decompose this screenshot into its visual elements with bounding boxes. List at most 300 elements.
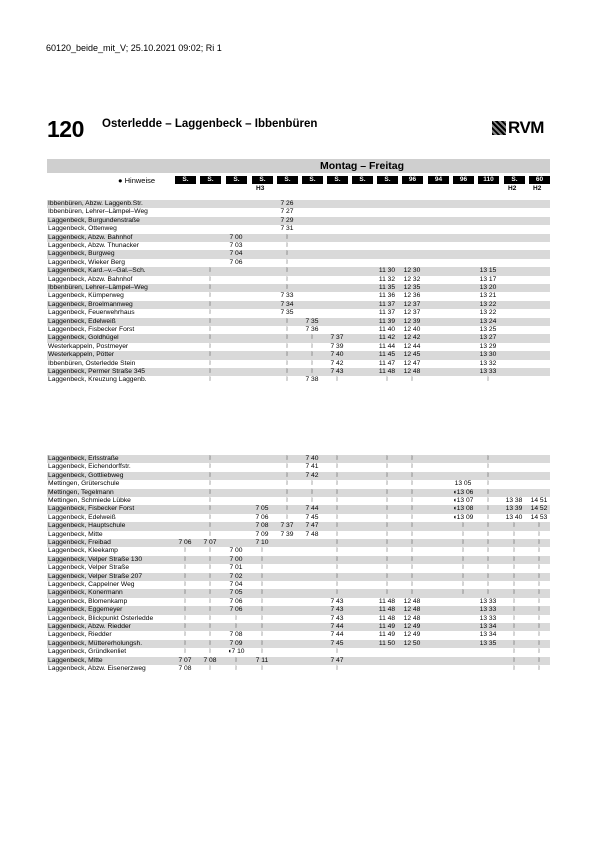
departure-time: 7 06	[229, 258, 243, 266]
departure-time: 7 08	[178, 665, 192, 672]
rvm-logo	[492, 118, 550, 138]
departure-time: 7 42	[305, 471, 319, 479]
pass-through-mark: ⦚	[411, 498, 413, 504]
pass-through-mark: ⦚	[411, 573, 413, 580]
pass-through-mark: ⦚	[286, 234, 288, 241]
pass-through-mark: ⦚	[209, 472, 211, 479]
timetable-row	[47, 497, 550, 505]
timetable-row	[47, 234, 550, 242]
pass-through-mark: ⦚	[336, 531, 338, 538]
pass-through-mark: ⦚	[411, 489, 413, 496]
pass-through-mark: ⦚	[462, 565, 464, 572]
timetable-row	[47, 334, 550, 342]
stop-name: Laggenbeck, Edelweiß	[48, 513, 116, 521]
pass-through-mark: ⦚	[336, 649, 338, 656]
pass-through-mark: ⦚	[411, 506, 413, 513]
pass-through-mark: ⦚	[538, 649, 540, 656]
timetable-row	[47, 623, 550, 631]
pass-through-mark: ⦚	[411, 540, 413, 546]
departure-time: 14 51	[530, 497, 548, 504]
column-subnote: H2	[533, 185, 542, 192]
timetable-row	[47, 368, 550, 376]
departure-time: ◖13 06	[452, 488, 474, 496]
departure-time: 12 48	[403, 606, 421, 614]
pass-through-mark: ⦚	[286, 343, 288, 350]
stop-name: Laggenbeck, Broelmannweg	[48, 300, 133, 308]
departure-time: 12 49	[403, 623, 421, 630]
pass-through-mark: ⦚	[538, 556, 540, 563]
pass-through-mark: ⦚	[513, 624, 515, 630]
rvm-logo-mark	[492, 121, 506, 135]
departure-time: 13 33	[479, 606, 497, 614]
pass-through-mark: ⦚	[209, 615, 211, 622]
pass-through-mark: ⦚	[261, 649, 263, 656]
departure-time: 11 48	[378, 597, 396, 605]
departure-time: 11 48	[378, 368, 396, 375]
pass-through-mark: ⦚	[286, 456, 288, 462]
pass-through-mark: ⦚	[386, 582, 388, 588]
departure-time: 13 27	[479, 334, 497, 342]
stop-name: Laggenbeck, Feuerwehrhaus	[48, 309, 135, 317]
stop-name: Laggenbeck, Abzw. Eisenerzweg	[48, 665, 146, 672]
departure-time: 7 45	[305, 513, 319, 521]
pass-through-mark: ⦚	[336, 514, 338, 521]
timetable-row	[47, 217, 550, 225]
stop-name: Ibbenbüren, Osterledde Stein	[48, 359, 136, 367]
column-tag: 110	[478, 176, 499, 184]
timetable-row	[47, 463, 550, 471]
timetable-row	[47, 640, 550, 648]
pass-through-mark: ⦚	[513, 565, 515, 572]
pass-through-mark: ⦚	[311, 352, 313, 359]
pass-through-mark: ⦚	[538, 640, 540, 647]
pass-through-mark: ⦚	[336, 523, 338, 530]
pass-through-mark: ⦚	[209, 293, 211, 300]
departure-time: 14 52	[530, 505, 548, 513]
day-label: Montag – Freitag	[320, 160, 405, 172]
pass-through-mark: ⦚	[538, 598, 540, 605]
departure-time: 7 43	[330, 368, 344, 375]
pass-through-mark: ⦚	[538, 548, 540, 555]
departure-time: 7 02	[229, 572, 243, 580]
pass-through-mark: ⦚	[538, 540, 540, 546]
pass-through-mark: ⦚	[487, 531, 489, 538]
stop-name: Laggenbeck, Kleekamp	[48, 547, 118, 555]
departure-time: 11 48	[378, 614, 396, 622]
departure-time: 11 37	[378, 300, 396, 308]
pass-through-mark: ⦚	[184, 649, 186, 656]
stop-name: Ibbenbüren, Abzw. Laggenb.Str.	[48, 200, 143, 207]
stop-name: Laggenbeck, Freibad	[48, 539, 111, 546]
departure-time: 11 40	[378, 326, 396, 333]
pass-through-mark: ⦚	[209, 310, 211, 317]
stop-name: Laggenbeck, Abzw. Thunacker	[48, 242, 139, 249]
column-tag: 96	[453, 176, 474, 184]
pass-through-mark: ⦚	[513, 573, 515, 580]
departure-time: 7 36	[305, 326, 319, 333]
pass-through-mark: ⦚	[487, 590, 489, 597]
pass-through-mark: ⦚	[386, 464, 388, 471]
column-tag: S.	[327, 176, 348, 184]
pass-through-mark: ⦚	[184, 556, 186, 563]
pass-through-mark: ⦚	[209, 498, 211, 504]
stop-name: Laggenbeck, Mitte	[48, 656, 103, 664]
timetable-row	[47, 539, 550, 547]
pass-through-mark: ⦚	[386, 548, 388, 555]
pass-through-mark: ⦚	[209, 360, 211, 367]
pass-through-mark: ⦚	[538, 590, 540, 597]
stop-name: Westerkappeln, Postmeyer	[48, 342, 129, 350]
departure-time: 7 47	[305, 522, 319, 530]
route-title: Osterledde – Laggenbeck – Ibbenbüren	[102, 118, 318, 130]
pass-through-mark: ⦚	[462, 540, 464, 546]
pass-through-mark: ⦚	[209, 565, 211, 572]
pass-through-mark: ⦚	[487, 464, 489, 471]
column-tag: 94	[428, 176, 449, 184]
timetable-row	[47, 267, 550, 275]
pass-through-mark: ⦚	[209, 489, 211, 496]
pass-through-mark: ⦚	[386, 456, 388, 462]
pass-through-mark: ⦚	[462, 523, 464, 530]
pass-through-mark: ⦚	[261, 582, 263, 588]
timetable-row	[47, 351, 550, 359]
stop-name: Laggenbeck, Riedder	[48, 631, 112, 639]
pass-through-mark: ⦚	[487, 540, 489, 546]
pass-through-mark: ⦚	[311, 369, 313, 375]
stop-name: Laggenbeck, Velper Straße 207	[48, 572, 143, 580]
departure-time: 12 32	[403, 275, 421, 283]
stop-name: Laggenbeck, Kümperweg	[48, 292, 124, 300]
departure-time: ◖7 10	[227, 648, 245, 656]
pass-through-mark: ⦚	[286, 360, 288, 367]
pass-through-mark: ⦚	[513, 640, 515, 647]
stop-name: Laggenbeck, Blomenkamp	[48, 597, 128, 605]
departure-time: 13 24	[479, 317, 497, 325]
pass-through-mark: ⦚	[487, 489, 489, 496]
pass-through-mark: ⦚	[184, 640, 186, 647]
timetable-row	[47, 472, 550, 480]
day-bar	[47, 159, 550, 173]
departure-time: 13 20	[479, 284, 497, 291]
departure-time: 13 30	[479, 351, 497, 359]
pass-through-mark: ⦚	[513, 523, 515, 530]
departure-time: 12 48	[403, 614, 421, 622]
pass-through-mark: ⦚	[411, 531, 413, 538]
departure-time: 7 47	[330, 656, 344, 664]
departure-time: 7 37	[280, 522, 294, 530]
pass-through-mark: ⦚	[386, 565, 388, 572]
pass-through-mark: ⦚	[184, 624, 186, 630]
timetable-row	[47, 259, 550, 267]
pass-through-mark: ⦚	[386, 506, 388, 513]
pass-through-mark: ⦚	[487, 481, 489, 488]
pass-through-mark: ⦚	[261, 666, 263, 672]
pass-through-mark: ⦚	[209, 514, 211, 521]
file-info: 60120_beide_mit_V; 25.10.2021 09:02; Ri 1	[46, 43, 222, 53]
timetable-row	[47, 250, 550, 258]
stop-name: Ibbenbüren, Lehrer–Lämpel–Weg	[48, 208, 148, 216]
timetable-row	[47, 318, 550, 326]
pass-through-mark: ⦚	[184, 590, 186, 597]
pass-through-mark: ⦚	[336, 548, 338, 555]
pass-through-mark: ⦚	[209, 343, 211, 350]
pass-through-mark: ⦚	[538, 565, 540, 572]
pass-through-mark: ⦚	[386, 540, 388, 546]
stop-name: Laggenbeck, Fisbecker Forst	[48, 326, 135, 333]
pass-through-mark: ⦚	[411, 456, 413, 462]
pass-through-mark: ⦚	[336, 573, 338, 580]
stop-name: Laggenbeck, Wieker Berg	[48, 258, 125, 266]
stop-name: Laggenbeck, Edelweiß	[48, 317, 116, 325]
departure-time: 11 42	[378, 334, 396, 342]
pass-through-mark: ⦚	[386, 531, 388, 538]
departure-time: 7 38	[305, 376, 319, 384]
departure-time: 11 36	[378, 292, 396, 300]
pass-through-mark: ⦚	[209, 268, 211, 275]
timetable-row	[47, 505, 550, 513]
departure-time: 7 42	[330, 359, 344, 367]
pass-through-mark: ⦚	[235, 624, 237, 630]
departure-time: 12 48	[403, 368, 421, 375]
departure-time: 12 44	[403, 342, 421, 350]
column-tag: S.	[200, 176, 221, 184]
departure-time: 7 00	[229, 547, 243, 555]
pass-through-mark: ⦚	[513, 548, 515, 555]
pass-through-mark: ⦚	[462, 556, 464, 563]
pass-through-mark: ⦚	[513, 649, 515, 656]
pass-through-mark: ⦚	[209, 632, 211, 639]
stop-name: Laggenbeck, Gründkenliet	[48, 648, 127, 656]
pass-through-mark: ⦚	[462, 531, 464, 538]
pass-through-mark: ⦚	[209, 456, 211, 462]
departure-time: 12 48	[403, 597, 421, 605]
pass-through-mark: ⦚	[538, 523, 540, 530]
timetable-row	[47, 326, 550, 334]
pass-through-mark: ⦚	[411, 565, 413, 572]
stop-name: Laggenbeck, Velper Straße 130	[48, 555, 143, 563]
timetable-row	[47, 360, 550, 368]
pass-through-mark: ⦚	[286, 506, 288, 513]
stop-name: Laggenbeck, Gottliebweg	[48, 471, 124, 479]
pass-through-mark: ⦚	[386, 489, 388, 496]
stop-name: Laggenbeck, Kreuzung Laggenb.	[48, 376, 147, 384]
pass-through-mark: ⦚	[487, 523, 489, 530]
pass-through-mark: ⦚	[209, 607, 211, 614]
pass-through-mark: ⦚	[209, 649, 211, 656]
pass-through-mark: ⦚	[411, 556, 413, 563]
departure-time: 7 08	[255, 522, 269, 530]
pass-through-mark: ⦚	[336, 506, 338, 513]
departure-time: 7 44	[305, 505, 319, 513]
timetable-row	[47, 648, 550, 656]
stop-name: Laggenbeck, Eichendorffstr.	[48, 463, 131, 471]
departure-time: 13 35	[479, 639, 497, 647]
pass-through-mark: ⦚	[261, 640, 263, 647]
departure-time: 13 22	[479, 309, 497, 317]
stop-name: Laggenbeck, Burgweg	[48, 250, 115, 258]
departure-time: 7 06	[229, 597, 243, 605]
departure-time: 11 37	[378, 309, 396, 317]
timetable-row	[47, 606, 550, 614]
timetable-row	[47, 615, 550, 623]
pass-through-mark: ⦚	[209, 327, 211, 333]
departure-time: 13 21	[479, 292, 497, 300]
timetable-row	[47, 208, 550, 216]
pass-through-mark: ⦚	[184, 607, 186, 614]
column-tag: S.	[175, 176, 196, 184]
pass-through-mark: ⦚	[261, 548, 263, 555]
departure-time: 12 42	[403, 334, 421, 342]
departure-time: 7 43	[330, 597, 344, 605]
timetable-row	[47, 242, 550, 250]
departure-time: 13 34	[479, 623, 497, 630]
pass-through-mark: ⦚	[336, 456, 338, 462]
pass-through-mark: ⦚	[286, 489, 288, 496]
stop-name: Laggenbeck, Fisbecker Forst	[48, 505, 135, 513]
departure-time: 11 47	[378, 359, 396, 367]
timetable-row	[47, 573, 550, 581]
pass-through-mark: ⦚	[286, 464, 288, 471]
departure-time: 7 43	[330, 606, 344, 614]
column-tag: S.	[277, 176, 298, 184]
departure-time: 7 01	[229, 564, 243, 572]
pass-through-mark: ⦚	[286, 352, 288, 359]
pass-through-mark: ⦚	[462, 573, 464, 580]
stop-name: Laggenbeck, Abzw. Bahnhof	[48, 275, 133, 283]
pass-through-mark: ⦚	[386, 556, 388, 563]
stop-name: Laggenbeck, Eggemeyer	[48, 606, 123, 614]
pass-through-mark: ⦚	[209, 369, 211, 375]
departure-time: 12 49	[403, 631, 421, 639]
departure-time: 7 45	[330, 639, 344, 647]
pass-through-mark: ⦚	[513, 632, 515, 639]
departure-time: 7 06	[255, 513, 269, 521]
pass-through-mark: ⦚	[386, 514, 388, 521]
departure-time: 7 34	[280, 300, 294, 308]
pass-through-mark: ⦚	[209, 481, 211, 488]
stop-name: Laggenbeck, Müttererholungsh.	[48, 639, 143, 647]
stop-name: Laggenbeck, Hauptschule	[48, 522, 126, 530]
departure-time: 11 44	[378, 342, 396, 350]
timetable-row	[47, 665, 550, 673]
departure-time: 7 10	[255, 539, 269, 546]
pass-through-mark: ⦚	[487, 456, 489, 462]
departure-time: 7 05	[255, 505, 269, 513]
pass-through-mark: ⦚	[513, 590, 515, 597]
stop-name: Mettingen, Grüterschule	[48, 480, 120, 488]
pass-through-mark: ⦚	[538, 582, 540, 588]
pass-through-mark: ⦚	[235, 666, 237, 672]
pass-through-mark: ⦚	[286, 285, 288, 291]
departure-time: 13 25	[479, 326, 497, 333]
pass-through-mark: ⦚	[386, 573, 388, 580]
departure-time: 11 39	[378, 317, 396, 325]
departure-time: 13 34	[479, 631, 497, 639]
departure-time: 7 03	[229, 242, 243, 249]
pass-through-mark: ⦚	[261, 607, 263, 614]
timetable-row	[47, 455, 550, 463]
pass-through-mark: ⦚	[286, 327, 288, 333]
pass-through-mark: ⦚	[411, 377, 413, 384]
hint-label: ● Hinweise	[118, 176, 156, 185]
departure-time: 7 44	[330, 631, 344, 639]
pass-through-mark: ⦚	[538, 573, 540, 580]
pass-through-mark: ⦚	[336, 498, 338, 504]
stop-name: Mettingen, Schmiede Lübke	[48, 497, 131, 504]
departure-time: 7 40	[305, 455, 319, 462]
pass-through-mark: ⦚	[462, 582, 464, 588]
pass-through-mark: ⦚	[487, 498, 489, 504]
column-subnote: H3	[256, 185, 265, 192]
pass-through-mark: ⦚	[184, 582, 186, 588]
pass-through-mark: ⦚	[261, 632, 263, 639]
timetable-row	[47, 657, 550, 665]
departure-time: 7 11	[255, 656, 269, 664]
pass-through-mark: ⦚	[184, 598, 186, 605]
pass-through-mark: ⦚	[184, 615, 186, 622]
timetable-row	[47, 480, 550, 488]
departure-time: 11 49	[378, 631, 396, 639]
departure-time: 13 33	[479, 368, 497, 375]
timetable-row	[47, 376, 550, 384]
departure-time: 12 40	[403, 326, 421, 333]
pass-through-mark: ⦚	[487, 573, 489, 580]
pass-through-mark: ⦚	[209, 640, 211, 647]
pass-through-mark: ⦚	[184, 632, 186, 639]
departure-time: 12 37	[403, 309, 421, 317]
pass-through-mark: ⦚	[411, 472, 413, 479]
pass-through-mark: ⦚	[286, 481, 288, 488]
pass-through-mark: ⦚	[311, 360, 313, 367]
pass-through-mark: ⦚	[286, 377, 288, 384]
pass-through-mark: ⦚	[184, 548, 186, 555]
pass-through-mark: ⦚	[411, 464, 413, 471]
pass-through-mark: ⦚	[487, 565, 489, 572]
departure-time: 13 38	[505, 497, 523, 504]
pass-through-mark: ⦚	[261, 590, 263, 597]
pass-through-mark: ⦚	[261, 598, 263, 605]
timetable-row	[47, 598, 550, 606]
departure-time: 7 00	[229, 233, 243, 241]
column-tag: 60	[529, 176, 550, 184]
pass-through-mark: ⦚	[538, 624, 540, 630]
pass-through-mark: ⦚	[261, 615, 263, 622]
pass-through-mark: ⦚	[538, 531, 540, 538]
pass-through-mark: ⦚	[311, 335, 313, 342]
pass-through-mark: ⦚	[336, 540, 338, 546]
departure-time: 7 07	[203, 539, 217, 546]
timetable-row	[47, 589, 550, 597]
column-tag: 96	[402, 176, 423, 184]
pass-through-mark: ⦚	[286, 259, 288, 266]
column-tag: S.	[226, 176, 247, 184]
stop-name: Laggenbeck, Ottenweg	[48, 225, 117, 233]
pass-through-mark: ⦚	[386, 498, 388, 504]
timetable-row	[47, 581, 550, 589]
pass-through-mark: ⦚	[513, 540, 515, 546]
pass-through-mark: ⦚	[311, 343, 313, 350]
pass-through-mark: ⦚	[209, 464, 211, 471]
pass-through-mark: ⦚	[261, 624, 263, 630]
pass-through-mark: ⦚	[261, 573, 263, 580]
departure-time: 11 49	[378, 623, 396, 630]
pass-through-mark: ⦚	[261, 565, 263, 572]
stop-name: Laggenbeck, Cappelner Weg	[48, 581, 135, 588]
stop-name: Laggenbeck, Konermann	[48, 589, 123, 597]
timetable-row	[47, 531, 550, 539]
departure-time: 7 39	[280, 530, 294, 538]
pass-through-mark: ⦚	[487, 582, 489, 588]
